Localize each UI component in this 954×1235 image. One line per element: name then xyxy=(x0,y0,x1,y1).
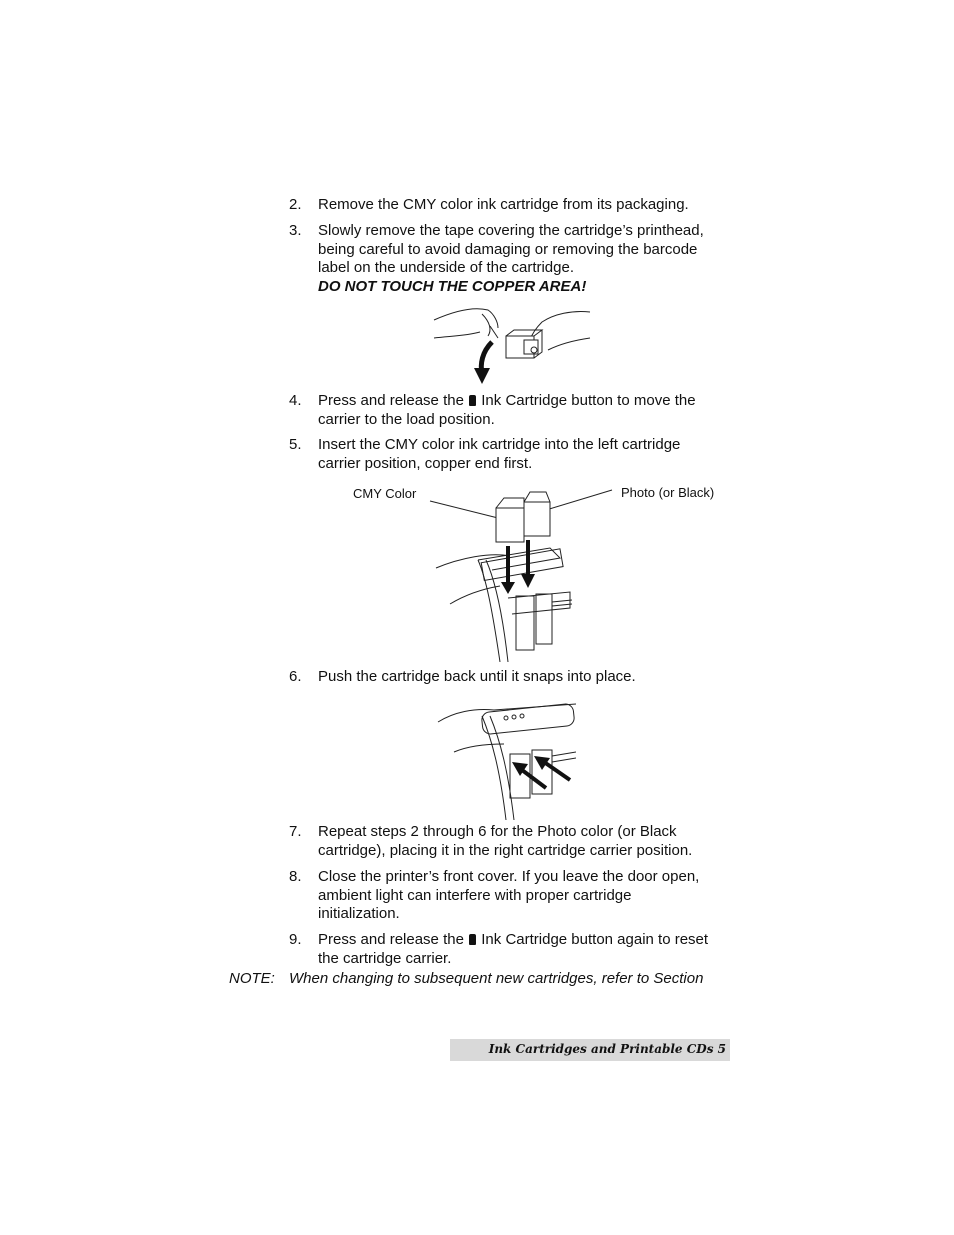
step-number: 7. xyxy=(289,823,302,840)
step-text: Push the cartridge back until it snaps into place. xyxy=(318,668,636,685)
step-text: Press and release the xyxy=(318,931,464,948)
copper-warning: DO NOT TOUCH THE COPPER AREA! xyxy=(318,277,587,295)
step-text-line: initialization. xyxy=(318,905,400,923)
step-text-line: Insert the CMY color ink cartridge into the left cartridge xyxy=(318,436,681,453)
cmy-color-label: CMY Color xyxy=(353,486,417,501)
step-text-line: being careful to avoid damaging or removing the barcode xyxy=(318,240,698,258)
step-number: 6. xyxy=(289,668,302,685)
step-text: Remove the CMY color ink cartridge from its packaging. xyxy=(318,196,689,213)
ink-cartridge-icon xyxy=(469,934,476,945)
step-text: Press and release the xyxy=(318,392,464,409)
step-text-line: label on the underside of the cartridge. xyxy=(318,259,575,277)
step-number: 2. xyxy=(289,196,302,213)
step-number: 4. xyxy=(289,392,302,409)
step-text: Ink Cartridge button to move the xyxy=(481,392,696,409)
insert-cartridge-illustration xyxy=(420,478,620,662)
step-number: 5. xyxy=(289,436,302,453)
step-text-line: ambient light can interfere with proper cartridge xyxy=(318,886,632,904)
step-text-line: the cartridge carrier. xyxy=(318,949,452,967)
step-text: Ink Cartridge button again to reset xyxy=(481,931,709,948)
step-number: 8. xyxy=(289,868,302,885)
footer-text: Ink Cartridges and Printable CDs 5 xyxy=(488,1042,726,1056)
step-text-line: Repeat steps 2 through 6 for the Photo color (or Black xyxy=(318,823,677,840)
remove-tape-illustration xyxy=(432,300,592,386)
step-text-line: Slowly remove the tape covering the cartridge’s printhead, xyxy=(318,222,704,239)
note-label: NOTE: xyxy=(229,970,275,987)
step-number: 3. xyxy=(289,222,302,239)
step-text-line: carrier position, copper end first. xyxy=(318,454,533,472)
ink-cartridge-icon xyxy=(469,395,476,406)
photo-black-label: Photo (or Black) xyxy=(621,485,715,500)
step-number: 9. xyxy=(289,931,302,948)
step-text-line: cartridge), placing it in the right cartridge carrier position. xyxy=(318,841,693,859)
step-text-line: Close the printer’s front cover. If you leave the door open, xyxy=(318,868,700,885)
page-footer xyxy=(450,1039,730,1061)
snap-cartridge-illustration xyxy=(434,700,576,820)
note-text: When changing to subsequent new cartridges, refer to Section xyxy=(289,970,704,987)
step-text-line: carrier to the load position. xyxy=(318,410,495,428)
